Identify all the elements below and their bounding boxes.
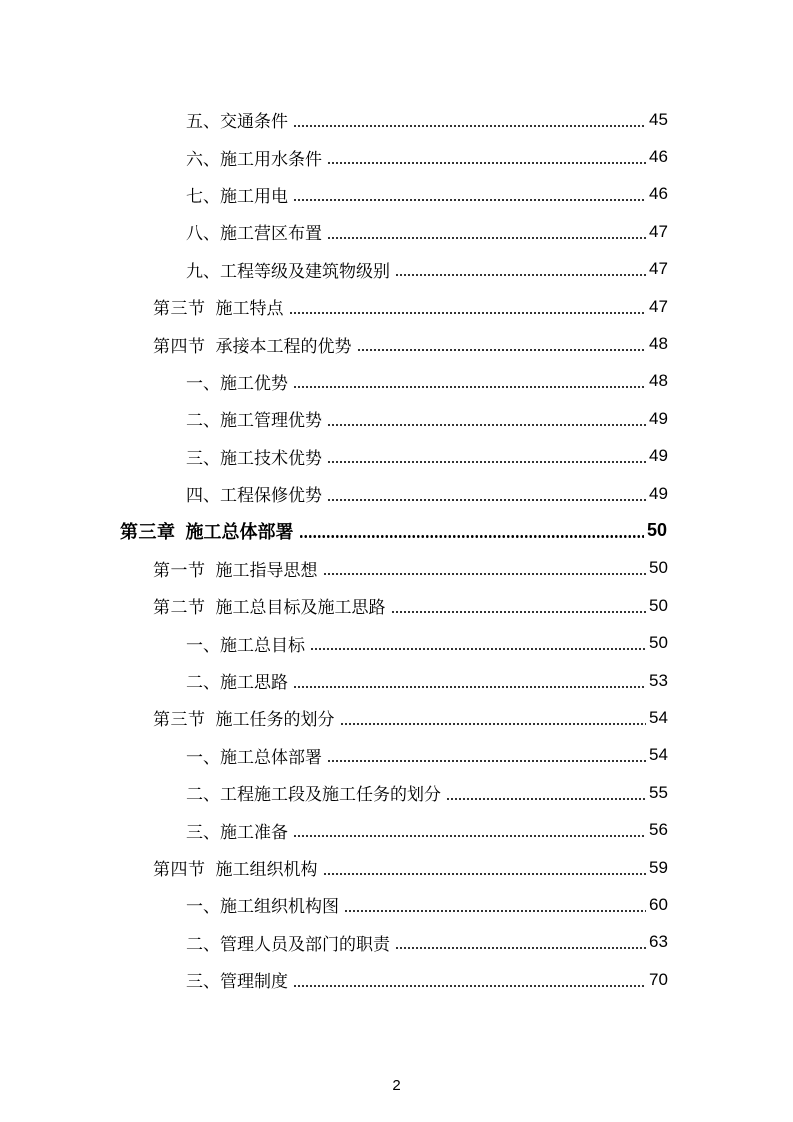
toc-section-entry[interactable]	[0, 587, 793, 624]
toc-subsection-entry[interactable]	[0, 774, 793, 811]
toc-entry-page: 47	[649, 259, 668, 279]
toc-entry-number: 第三节	[153, 710, 206, 731]
toc-entry-page: 46	[649, 184, 668, 204]
toc-entry-title: 一、施工组织机构图	[186, 897, 339, 918]
toc-subsection-entry[interactable]	[0, 737, 793, 774]
toc-section-entry[interactable]	[0, 550, 793, 587]
toc-entry-page: 50	[649, 595, 668, 615]
toc-subsection-entry[interactable]	[0, 176, 793, 213]
toc-entry-number: 第四节	[153, 860, 206, 880]
dot-leader	[293, 199, 646, 201]
toc-subsection-entry[interactable]	[0, 438, 793, 475]
toc-section-entry[interactable]	[0, 325, 793, 362]
toc-section-entry[interactable]	[0, 849, 793, 886]
dot-leader	[293, 386, 646, 388]
dot-leader	[293, 125, 646, 127]
toc-subsection-entry[interactable]	[0, 662, 793, 699]
toc-subsection-entry[interactable]	[0, 886, 793, 923]
toc-subsection-entry[interactable]	[0, 624, 793, 661]
toc-entry-title: 一、施工总体部署	[186, 747, 322, 768]
toc-entry-page: 47	[649, 221, 668, 241]
toc-entry-title: 八、施工营区布置	[186, 224, 322, 245]
toc-entry-page: 46	[649, 147, 668, 167]
table-of-contents	[0, 101, 793, 998]
toc-entry-title: 承接本工程的优势	[215, 336, 352, 357]
toc-entry-page: 50	[647, 520, 668, 541]
toc-entry-page: 49	[649, 483, 668, 503]
toc-entry-title: 施工特点	[215, 299, 284, 320]
toc-subsection-entry[interactable]	[0, 811, 793, 848]
toc-subsection-entry[interactable]	[0, 961, 793, 998]
toc-entry-title: 九、工程等级及建筑物级别	[186, 261, 390, 282]
toc-entry-title: 一、施工总目标	[186, 635, 305, 656]
dot-leader	[327, 760, 646, 762]
toc-subsection-entry[interactable]	[0, 213, 793, 250]
toc-entry-title: 二、管理人员及部门的职责	[186, 934, 390, 955]
toc-subsection-entry[interactable]	[0, 101, 793, 138]
toc-subsection-entry[interactable]	[0, 475, 793, 512]
dot-leader	[395, 947, 646, 949]
toc-entry-title: 二、工程施工段及施工任务的划分	[186, 785, 441, 806]
toc-entry-page: 48	[649, 371, 668, 391]
toc-entry-number: 第三节	[153, 299, 206, 320]
toc-entry-page: 54	[649, 707, 668, 727]
toc-entry-title: 三、管理制度	[186, 972, 288, 993]
toc-subsection-entry[interactable]	[0, 400, 793, 437]
toc-entry-page: 49	[649, 408, 668, 428]
dot-leader	[327, 237, 646, 239]
toc-entry-title: 二、施工思路	[186, 673, 288, 694]
toc-entry-page: 50	[649, 633, 668, 653]
toc-subsection-entry[interactable]	[0, 924, 793, 961]
toc-entry-page: 48	[649, 334, 668, 354]
dot-leader	[327, 461, 646, 463]
toc-section-entry[interactable]	[0, 288, 793, 325]
toc-entry-number: 第一节	[153, 560, 206, 581]
page-number: 2	[392, 1077, 401, 1094]
toc-entry-page: 47	[649, 296, 668, 316]
toc-entry-title: 六、施工用水条件	[186, 149, 322, 170]
dot-leader	[289, 312, 647, 314]
toc-entry-title: 施工总体部署	[185, 521, 294, 543]
toc-entry-title: 施工任务的划分	[215, 710, 335, 731]
toc-entry-title: 施工总目标及施工思路	[215, 598, 386, 619]
toc-entry-title: 七、施工用电	[186, 186, 288, 207]
toc-entry-page: 53	[649, 670, 668, 690]
dot-leader	[293, 835, 646, 837]
toc-entry-page: 70	[649, 969, 668, 989]
toc-entry-title: 施工指导思想	[215, 560, 318, 581]
toc-entry-title: 一、施工优势	[186, 373, 288, 394]
dot-leader	[344, 910, 646, 912]
dot-leader	[327, 162, 646, 164]
dot-leader	[323, 573, 647, 575]
dot-leader	[340, 723, 647, 725]
toc-entry-number: 第四节	[153, 336, 206, 357]
toc-entry-page: 56	[649, 820, 668, 840]
toc-entry-title: 施工组织机构	[215, 860, 318, 880]
dot-leader	[323, 873, 647, 875]
dot-leader	[391, 611, 647, 613]
toc-entry-number: 第三章	[120, 521, 176, 543]
dot-leader	[299, 535, 645, 538]
toc-subsection-entry[interactable]	[0, 363, 793, 400]
dot-leader	[357, 349, 647, 351]
toc-entry-page: 60	[649, 894, 668, 914]
dot-leader	[310, 648, 646, 650]
dot-leader	[395, 274, 646, 276]
toc-entry-page: 50	[649, 558, 668, 578]
toc-entry-title: 五、交通条件	[186, 112, 288, 133]
toc-subsection-entry[interactable]	[0, 138, 793, 175]
dot-leader	[327, 424, 646, 426]
toc-entry-page: 59	[649, 857, 668, 877]
toc-entry-title: 三、施工技术优势	[186, 448, 322, 469]
toc-entry-number: 第二节	[153, 598, 206, 619]
dot-leader	[293, 686, 646, 688]
dot-leader	[327, 499, 646, 501]
toc-entry-page: 49	[649, 446, 668, 466]
toc-entry-page: 45	[649, 109, 668, 129]
toc-entry-title: 三、施工准备	[186, 822, 288, 843]
toc-section-entry[interactable]	[0, 699, 793, 736]
toc-entry-page: 55	[649, 782, 668, 802]
toc-entry-title: 二、施工管理优势	[186, 411, 322, 432]
dot-leader	[446, 798, 646, 800]
toc-entry-page: 54	[649, 745, 668, 765]
toc-entry-title: 四、工程保修优势	[186, 486, 322, 507]
dot-leader	[293, 985, 646, 987]
toc-subsection-entry[interactable]	[0, 251, 793, 288]
toc-entry-page: 63	[649, 932, 668, 952]
toc-chapter-entry[interactable]	[0, 512, 793, 549]
